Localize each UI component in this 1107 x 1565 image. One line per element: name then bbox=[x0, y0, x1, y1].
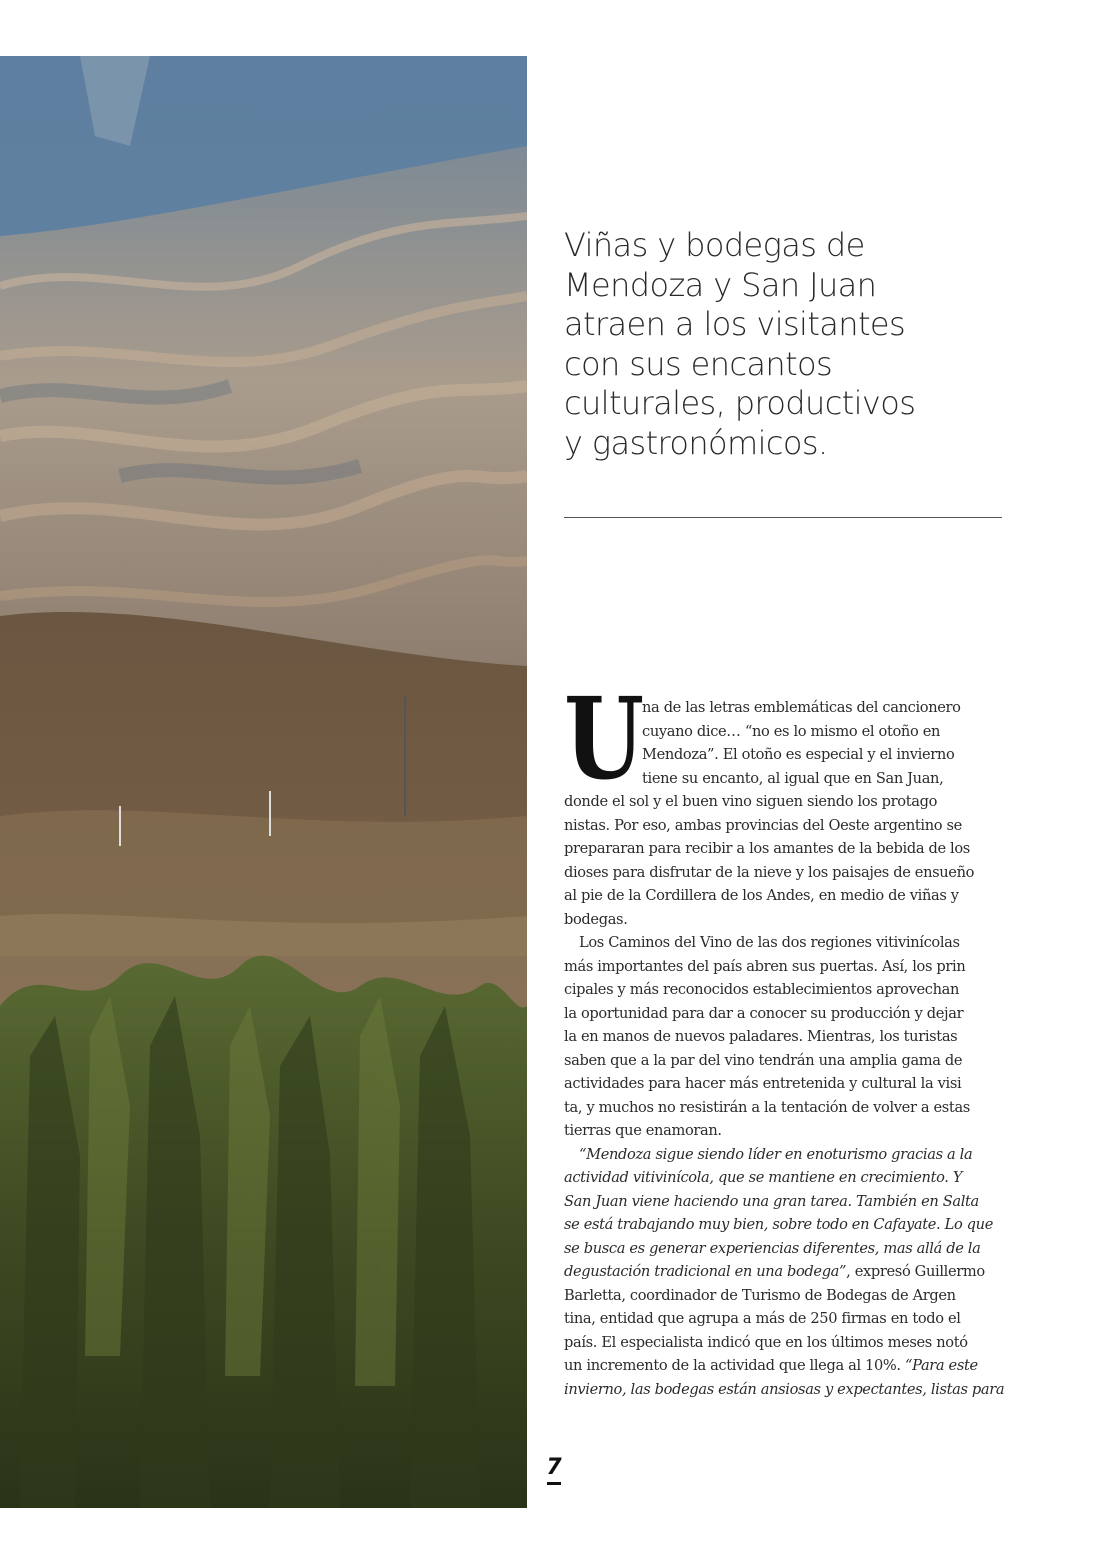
article-quote-fragment: “Para este bbox=[905, 1357, 978, 1374]
article-line: dioses para disfrutar de la nieve y los paisajes de ensueño bbox=[564, 863, 975, 881]
article-line: la oportunidad para dar a conocer su producción y dejar bbox=[564, 1004, 964, 1022]
page-number-underline bbox=[547, 1482, 561, 1485]
article-line: tina, entidad que agrupa a más de 250 firmas en todo el bbox=[564, 1310, 961, 1327]
article-line: más importantes del país abren sus puertas. Así, los prin bbox=[564, 957, 966, 975]
article-fragment: , expresó Guillermo bbox=[846, 1263, 985, 1280]
article-fragment: un incremento de la actividad que llega al 10%. bbox=[564, 1357, 906, 1374]
article-body bbox=[564, 696, 1005, 1401]
headline-line: Viñas y bodegas de bbox=[564, 226, 865, 264]
article-line: bodegas. bbox=[564, 910, 628, 928]
article-quote-line: se está trabajando muy bien, sobre todo en Cafayate. Lo que bbox=[564, 1216, 994, 1233]
article-line: actividades para hacer más entretenida y cultural la visi bbox=[564, 1075, 962, 1092]
headline-line: atraen a los visitantes bbox=[564, 305, 906, 343]
article-quote-fragment: degustación tradicional en una bodega” bbox=[564, 1263, 847, 1280]
article-quote-line: actividad vitivinícola, que se mantiene en crecimiento. Y bbox=[564, 1169, 963, 1186]
article-quote-line: invierno, las bodegas están ansiosas y expectantes, listas para bbox=[564, 1380, 1005, 1398]
article-line: na de las letras emblemáticas del cancionero bbox=[642, 699, 961, 716]
mountain-landscape-illustration bbox=[0, 56, 527, 1508]
article-quote-line: “Mendoza sigue siendo líder en enoturismo gracias a la bbox=[579, 1145, 973, 1163]
article-line: Los Caminos del Vino de las dos regiones vitivinícolas bbox=[579, 934, 960, 951]
article-quote-line: San Juan viene haciendo una gran tarea. También en Salta bbox=[564, 1192, 979, 1210]
article-line: tierras que enamoran. bbox=[564, 1122, 722, 1139]
article-line bbox=[564, 1260, 1002, 1284]
article-line: la en manos de nuevos paladares. Mientras, los turistas bbox=[564, 1028, 958, 1045]
article-line: prepararan para recibir a los amantes de la bebida de los bbox=[564, 840, 970, 857]
headline-line: culturales, productivos bbox=[564, 384, 916, 422]
article-line: ta, y muchos no resistirán a la tentación de volver a estas bbox=[564, 1098, 970, 1116]
headline-line: Mendoza y San Juan bbox=[564, 265, 877, 304]
article-line: tiene su encanto, al igual que en San Juan, bbox=[642, 769, 944, 787]
article-line: Mendoza”. El otoño es especial y el invierno bbox=[642, 746, 955, 763]
drop-cap: U bbox=[564, 674, 645, 805]
article-quote-line: se busca es generar experiencias diferentes, mas allá de la bbox=[564, 1239, 981, 1257]
landscape-photo bbox=[0, 56, 527, 1508]
article-line: cuyano dice… “no es lo mismo el otoño en bbox=[642, 722, 941, 740]
article-line: donde el sol y el buen vino siguen siendo los protago bbox=[564, 793, 938, 810]
headline-divider bbox=[564, 517, 1002, 518]
article-line: país. El especialista indicó que en los últimos meses notó bbox=[564, 1333, 968, 1351]
article-line: Barletta, coordinador de Turismo de Bodegas de Argen bbox=[564, 1286, 956, 1304]
article-line: cipales y más reconocidos establecimientos aprovechan bbox=[564, 981, 960, 998]
headline-line: y gastronómicos. bbox=[564, 423, 828, 462]
article-line: nistas. Por eso, ambas provincias del Oeste argentino se bbox=[564, 816, 962, 834]
article-line: al pie de la Cordillera de los Andes, en medio de viñas y bbox=[564, 887, 959, 904]
headline-line: con sus encantos bbox=[564, 344, 833, 383]
page-number: 7 bbox=[546, 1455, 562, 1480]
headline bbox=[564, 226, 984, 463]
article-line bbox=[564, 1354, 1002, 1378]
article-line: saben que a la par del vino tendrán una amplia gama de bbox=[564, 1051, 963, 1069]
